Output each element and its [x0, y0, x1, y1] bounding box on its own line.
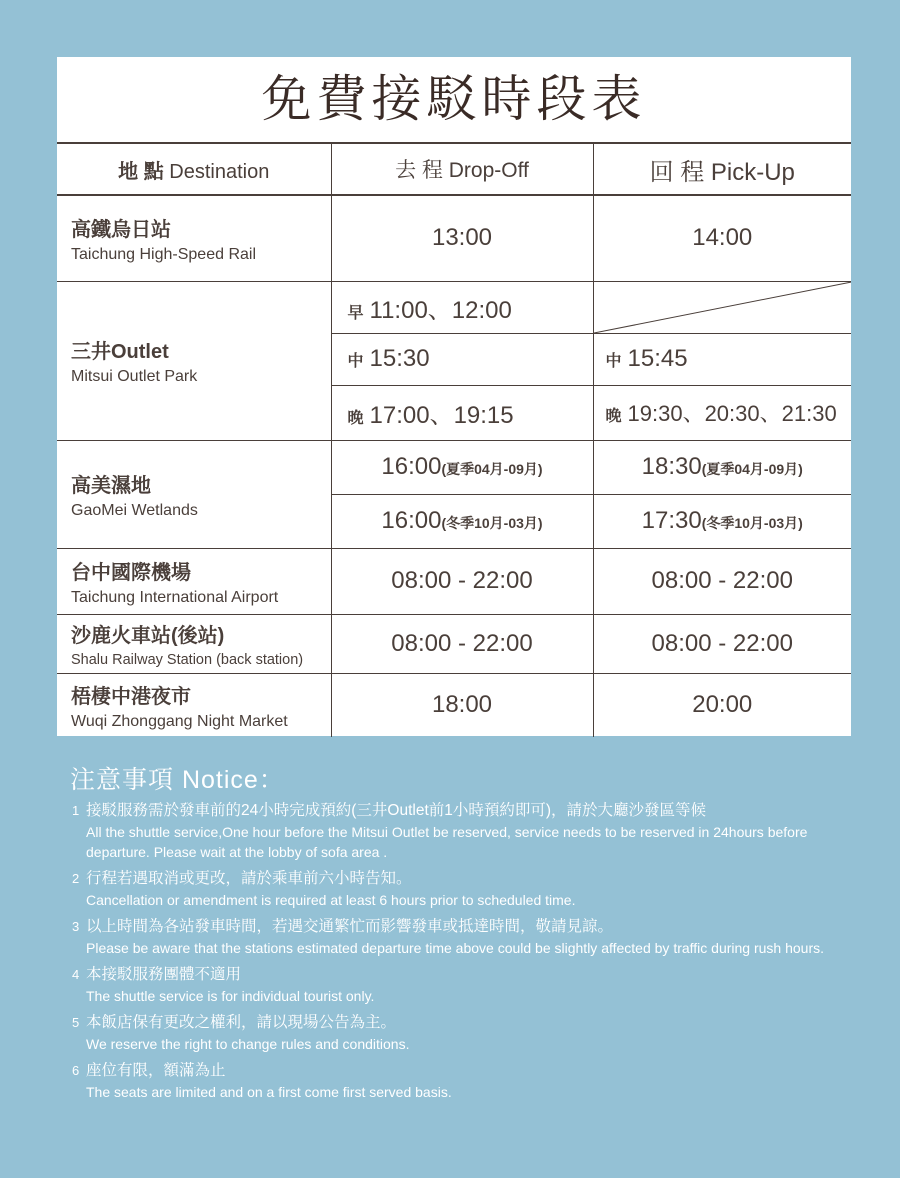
- destination-gaomei: [57, 440, 331, 548]
- notice-item-3: [70, 916, 860, 958]
- pickup-none-diagonal: [593, 281, 851, 333]
- destination-mitsui: [57, 281, 331, 440]
- table-row: [57, 614, 851, 673]
- dropoff-time: 16:00: [381, 507, 442, 534]
- destination-name-zh: 三井Outlet: [71, 341, 169, 363]
- time-period-label: 晚: [347, 410, 364, 427]
- notice-number: 5: [72, 1015, 80, 1030]
- pickup-time: 20:00: [593, 673, 851, 737]
- notice-text-zh: 座位有限，額滿為止: [86, 1062, 226, 1079]
- pickup-time-summer: [593, 440, 851, 494]
- destination-wuqi: [57, 673, 331, 737]
- dropoff-time-noon: [331, 333, 593, 385]
- pickup-time: 14:00: [593, 195, 851, 281]
- dropoff-time: 11:00、12:00: [369, 296, 512, 324]
- notice-text-en: The shuttle service is for individual tourist only.: [86, 988, 375, 1004]
- notice-text-zh: 本飯店保有更改之權利，請以現場公告為主。: [86, 1014, 397, 1031]
- destination-name-en: Wuqi Zhonggang Night Market: [71, 712, 288, 730]
- notice-text-zh: 行程若遇取消或更改，請於乘車前六小時告知。: [86, 870, 412, 887]
- notice-text-en: All the shuttle service,One hour before the Mitsui Outlet be reserved, service needs to be reserved in 24hours before departure. Please wait at the lobby of sofa area .: [86, 824, 808, 860]
- notice-text-zh: 本接駁服務團體不適用: [86, 966, 242, 983]
- table-row: [57, 195, 851, 281]
- pickup-time-noon: [593, 333, 851, 385]
- destination-name-zh: 高鐵烏日站: [71, 218, 171, 241]
- header-destination: [57, 143, 331, 195]
- pickup-time: 08:00 - 22:00: [593, 614, 851, 673]
- dropoff-time-winter: [331, 494, 593, 548]
- season-note: (冬季10月-03月): [441, 515, 543, 531]
- header-destination-zh: 地 點: [118, 160, 164, 183]
- notice-item-4: [70, 964, 860, 1006]
- table-row: [57, 673, 851, 737]
- notice-text-zh: 接駁服務需於發車前的24小時完成預約(三井Outlet前1小時預約即可)，請於大廳沙發區等候: [86, 802, 707, 819]
- destination-name-zh: 梧棲中港夜市: [71, 685, 191, 708]
- notice-number: 4: [72, 967, 80, 982]
- destination-airport: [57, 548, 331, 614]
- notice-title: 注意事項 Notice：: [70, 766, 285, 794]
- time-period-label: 晚: [605, 408, 622, 425]
- page-title: 免費接駁時段表: [261, 70, 647, 128]
- destination-name-zh: 台中國際機場: [71, 561, 191, 584]
- notice-number: 2: [72, 871, 80, 886]
- notice-item-6: [70, 1060, 860, 1102]
- pickup-time: 08:00 - 22:00: [593, 548, 851, 614]
- notice-text-en: We reserve the right to change rules and conditions.: [86, 1036, 410, 1052]
- season-note: (夏季04月-09月): [701, 461, 803, 477]
- pickup-time: 19:30、20:30、21:30: [627, 401, 837, 426]
- table-header-row: [57, 143, 851, 195]
- destination-name-en: Mitsui Outlet Park: [71, 368, 198, 385]
- time-period-label: 中: [605, 353, 622, 370]
- dropoff-time: 17:00、19:15: [369, 402, 514, 429]
- diagonal-line: [594, 282, 852, 333]
- season-note: (冬季10月-03月): [701, 515, 803, 531]
- dropoff-time: 15:30: [369, 345, 430, 372]
- table-row: [57, 440, 851, 494]
- pickup-time-winter: [593, 494, 851, 548]
- dropoff-time: 18:00: [331, 673, 593, 737]
- dropoff-time: 08:00 - 22:00: [331, 614, 593, 673]
- table-row: [57, 281, 851, 333]
- destination-name-en: Shalu Railway Station (back station): [71, 652, 304, 668]
- time-period-label: 中: [347, 353, 364, 370]
- destination-name-zh: 沙鹿火車站(後站): [71, 625, 225, 647]
- header-destination-en: Destination: [169, 160, 270, 183]
- notice-item-2: [70, 868, 860, 910]
- pickup-time-evening: [593, 385, 851, 440]
- pickup-time: 15:45: [627, 345, 688, 372]
- schedule-card: [57, 57, 851, 736]
- destination-shalu: [57, 614, 331, 673]
- dropoff-time: 13:00: [331, 195, 593, 281]
- schedule-table: [57, 142, 851, 737]
- destination-name-en: Taichung International Airport: [71, 588, 279, 606]
- dropoff-time: 16:00: [381, 453, 442, 480]
- destination-name-en: GaoMei Wetlands: [71, 501, 198, 519]
- season-note: (夏季04月-09月): [441, 461, 543, 477]
- header-dropoff: 去 程 Drop-Off: [331, 143, 593, 195]
- destination-name-en: Taichung High-Speed Rail: [71, 245, 256, 263]
- notice-text-zh: 以上時間為各站發車時間，若遇交通繁忙而影響發車或抵達時間，敬請見諒。: [86, 918, 614, 935]
- notice-text-en: Please be aware that the stations estimated departure time above could be slightly affected by traffic during rush hours.: [86, 940, 825, 956]
- destination-name-zh: 高美濕地: [71, 474, 151, 497]
- dropoff-time: 08:00 - 22:00: [331, 548, 593, 614]
- time-period-label: 早: [347, 304, 364, 322]
- notice-item-5: [70, 1012, 860, 1054]
- notice-item-1: [70, 800, 860, 862]
- dropoff-time-morning: [331, 281, 593, 333]
- header-pickup: 回 程 Pick-Up: [593, 143, 851, 195]
- notice-text-en: Cancellation or amendment is required at least 6 hours prior to scheduled time.: [86, 892, 576, 908]
- notice-number: 1: [72, 803, 80, 818]
- notice-number: 3: [72, 919, 80, 934]
- notice-section: [70, 760, 860, 1108]
- destination-hsr: [57, 195, 331, 281]
- pickup-time: 17:30: [641, 507, 702, 534]
- pickup-time: 18:30: [641, 453, 702, 480]
- notice-text-en: The seats are limited and on a first come first served basis.: [86, 1084, 452, 1100]
- table-row: [57, 548, 851, 614]
- dropoff-time-summer: [331, 440, 593, 494]
- notice-number: 6: [72, 1063, 80, 1078]
- dropoff-time-evening: [331, 385, 593, 440]
